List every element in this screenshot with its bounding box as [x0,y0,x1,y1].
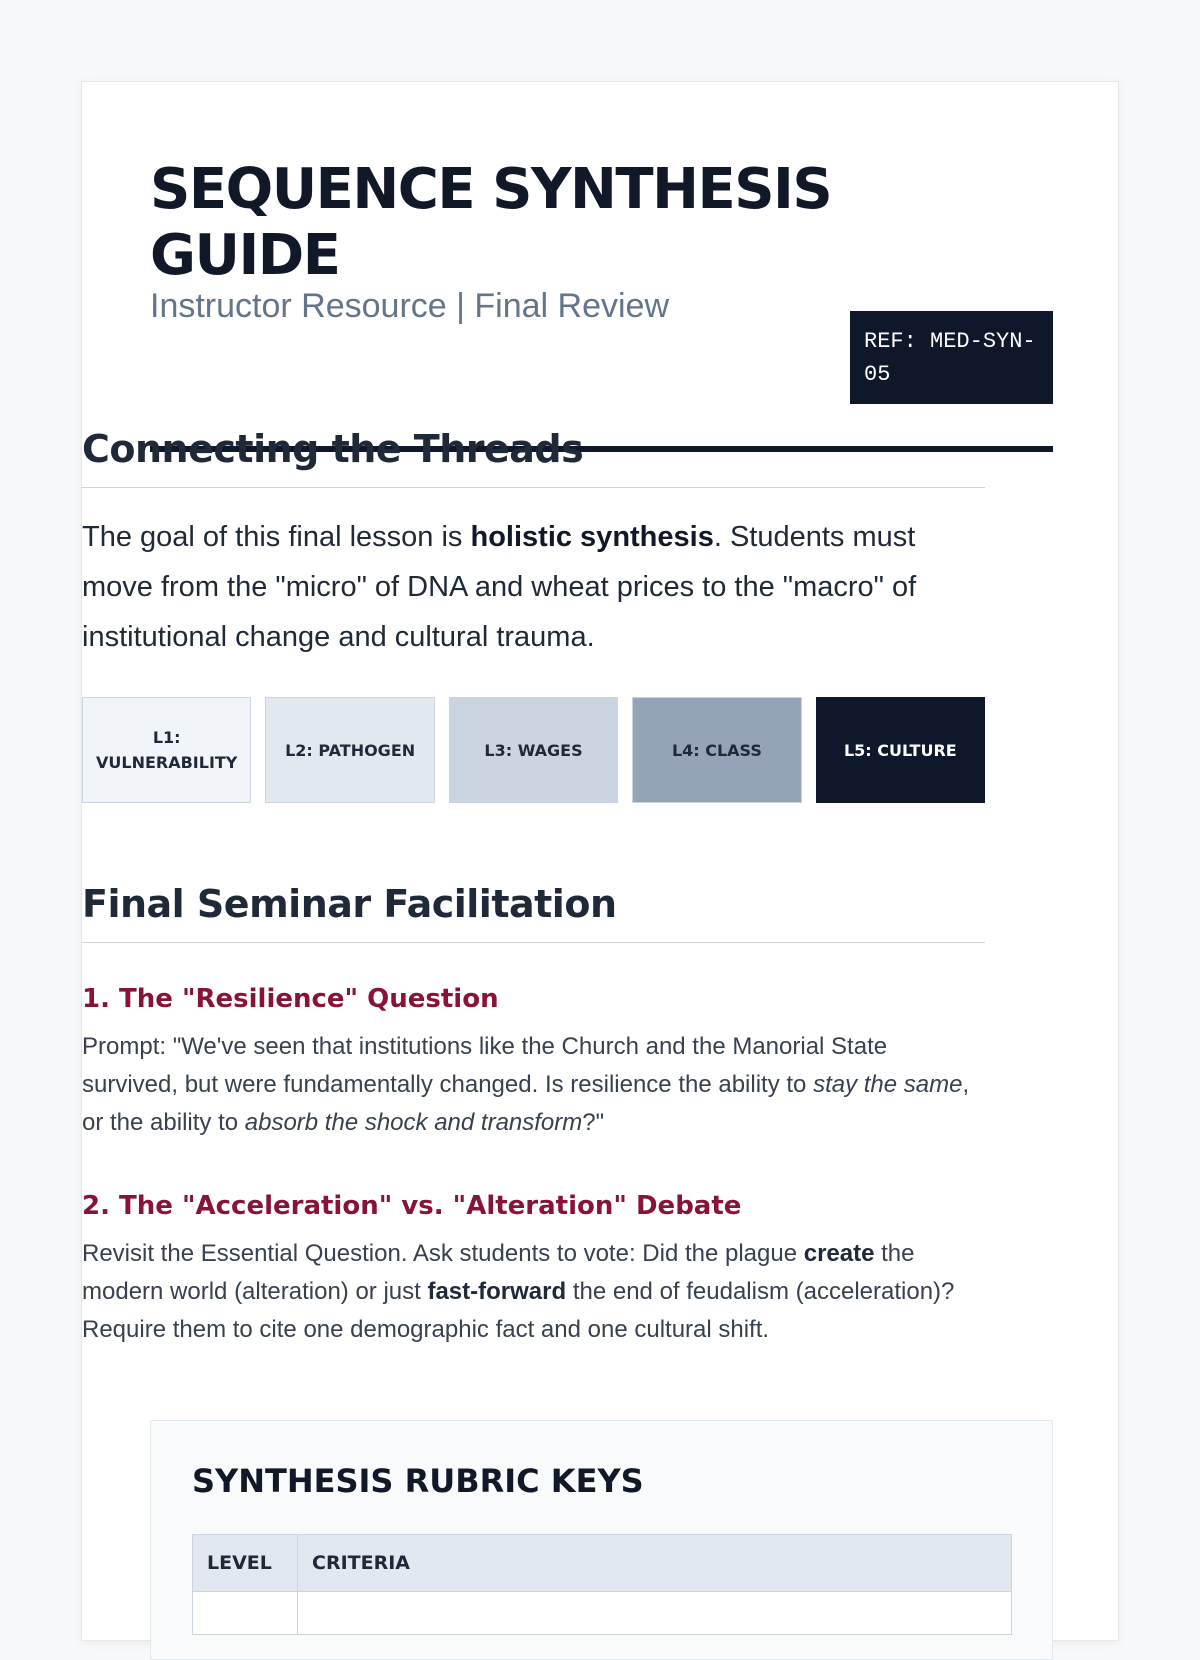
table-row [193,1592,1012,1635]
lesson-label: L5: CULTURE [843,740,957,760]
intro-emphasis: holistic synthesis [470,521,714,553]
column-header-criteria: CRITERIA [298,1535,1012,1592]
table-cell [193,1592,298,1635]
question-body-debate [82,1235,985,1349]
lesson-box [82,697,251,803]
lesson-label: L4: CLASS [671,740,762,760]
lesson-label: L2: PATHOGEN [285,740,416,760]
section-divider [82,942,985,943]
q2-emphasis: fast-forward [427,1278,567,1305]
lesson-box [265,697,434,803]
page-title: SEQUENCE SYNTHESIS GUIDE [150,157,832,288]
q1-text: Prompt: "We've seen that institutions like the Church and the Manorial State survived, but were fundamentally changed. Is resilience the ability to [82,1033,888,1098]
question-title-debate: 2. The "Acceleration" vs. "Alteration" Debate [82,1191,742,1221]
question-title-resilience: 1. The "Resilience" Question [82,984,499,1014]
lesson-box [449,697,618,803]
section-heading-connecting: Connecting the Threads [82,427,584,471]
reference-code-badge: REF: MED-SYN-05 [850,311,1053,404]
lesson-sequence-row [82,697,985,803]
q1-text: , or the ability to [82,1071,970,1136]
q2-text: Revisit the Essential Question. Ask students to vote: Did the plague [82,1240,804,1267]
guide-page [81,81,1119,1641]
lesson-label: L1: VULNERABILITY [96,728,238,772]
intro-text-start: The goal of this final lesson is [82,521,471,553]
lesson-box [816,697,985,803]
table-header-row [193,1535,1012,1592]
q1-text: ?" [582,1109,605,1136]
q2-emphasis: create [803,1240,875,1267]
q2-text: the modern world (alteration) or just [82,1240,915,1305]
lesson-box [632,697,801,803]
column-header-level: LEVEL [193,1535,298,1592]
q1-emphasis: absorb the shock and transform [244,1109,583,1136]
section-divider [82,487,985,488]
rubric-table [192,1534,1012,1635]
intro-paragraph [82,512,985,662]
intro-text-end: . Students must move from the "micro" of DNA and wheat prices to the "macro" of institutional change and cultural trauma. [82,521,917,653]
lesson-label: L3: WAGES [484,740,583,760]
table-cell [298,1592,1012,1635]
q1-emphasis: stay the same [813,1071,963,1098]
section-heading-seminar: Final Seminar Facilitation [82,882,617,926]
rubric-panel [150,1420,1053,1660]
rubric-heading: SYNTHESIS RUBRIC KEYS [192,1462,644,1500]
question-body-resilience [82,1028,985,1142]
page-subtitle: Instructor Resource | Final Review [150,287,670,325]
q2-text: the end of feudalism (acceleration)? Require them to cite one demographic fact and one cultural shift. [82,1278,955,1343]
document-header [150,157,1053,457]
